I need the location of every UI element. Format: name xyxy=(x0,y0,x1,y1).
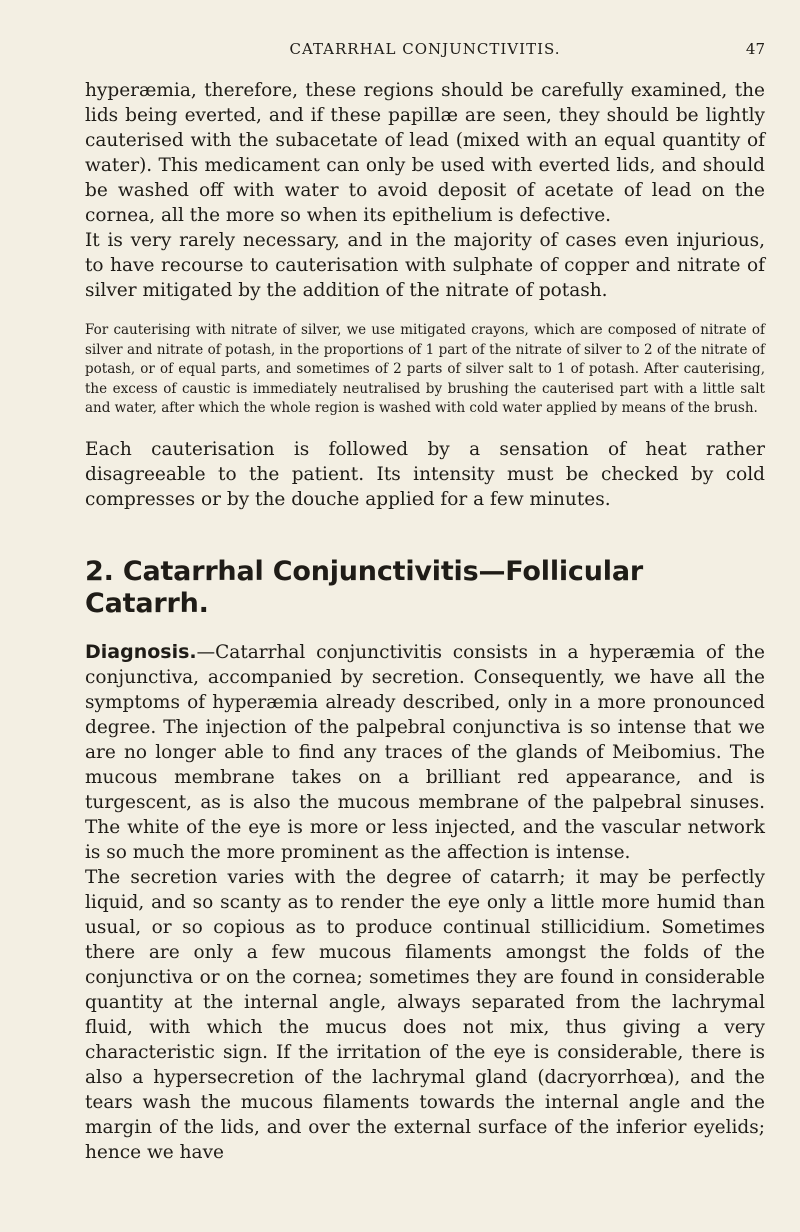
diagnosis-text: —Catarrhal conjunctivitis consists in a hyperæmia of the conjunctiva, accompanied by secretion. Consequently, we have all the symptoms of hyperæmia already described, only in a more pronounced degree. The injection of the palpebral conjunctiva is so intense that we are no longer able to find any traces of the glands of Meibomius. The mucous membrane takes on a brilliant red appearance, and is turgescent, as is also the mucous membrane of the palpebral sinuses. The white of the eye is more or less injected, and the vascular network is so much the more prominent as the affection is intense. xyxy=(85,641,765,863)
paragraph-heat-sensation: Each cauterisation is followed by a sensation of heat rather disagreeable to the patient. Its intensity must be checked by cold compresses or by the douche applied for a few minutes. xyxy=(85,438,765,510)
paragraph-diagnosis xyxy=(85,640,765,865)
paragraph-continuation: hyperæmia, therefore, these regions should be carefully examined, the lids being everted, and if these papillæ are seen, they should be lightly cauterised with the subacetate of lead (mixed with an equal quantity of water). This medicament can only be used with everted lids, and should be washed off with water to avoid deposit of acetate of lead on the cornea, all the more so when its epithelium is defective. xyxy=(85,80,765,226)
book-page xyxy=(85,40,765,1220)
section-heading: 2. Catarrhal Conjunctivitis—Follicular Catarrh. xyxy=(85,555,643,619)
page-number: 47 xyxy=(745,40,765,58)
note-paragraph: For cauterising with nitrate of silver, we use mitigated crayons, which are composed of nitrate of silver and nitrate of potash, in the proportions of 1 part of the nitrate of silver to 2 of the nitrate of potash, or of equal parts, and sometimes of 2 parts of silver salt to 1 of potash. After cauterising, the excess of caustic is immediately neutralised by brushing the cauterised part with a little salt and water, after which the whole region is washed with cold water applied by means of the brush. xyxy=(85,322,765,416)
paragraph-secretion: The secretion varies with the degree of catarrh; it may be perfectly liquid, and so scanty as to render the eye only a little more humid than usual, or so copious as to produce continual stillicidium. Sometimes there are only a few mucous filaments amongst the folds of the conjunctiva or on the cornea; sometimes they are found in considerable quantity at the internal angle, always separated from the lachrymal fluid, with which the mucus does not mix, thus giving a very characteristic sign. If the irritation of the eye is considerable, there is also a hypersecretion of the lachrymal gland (dacryorrhœa), and the tears wash the mucous filaments towards the internal angle and the margin of the lids, and over the external surface of the inferior eyelids; hence we have xyxy=(85,866,765,1163)
running-title: CATARRHAL CONJUNCTIVITIS. xyxy=(289,40,561,58)
paragraph-cauterisation: It is very rarely necessary, and in the majority of cases even injurious, to have recourse to cauterisation with sulphate of copper and nitrate of silver mitigated by the addition of the nitrate of potash. xyxy=(85,230,765,301)
running-head xyxy=(85,40,765,64)
diagnosis-label: Diagnosis. xyxy=(85,640,197,663)
